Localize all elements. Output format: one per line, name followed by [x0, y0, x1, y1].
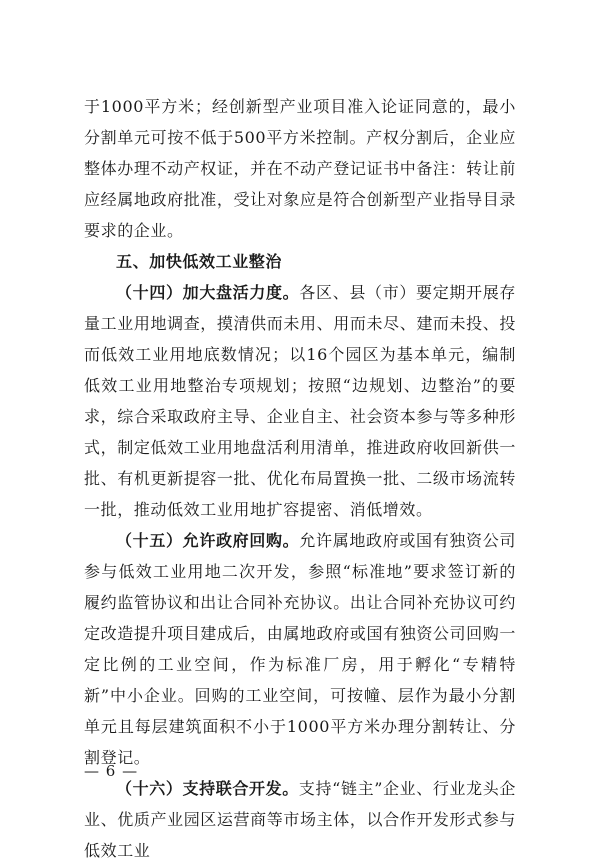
paragraph-lead: （十五）允许政府回购。: [116, 531, 300, 550]
paragraph-15: [84, 525, 516, 773]
paragraph-lead: （十四）加大盘活力度。: [116, 283, 300, 302]
paragraph-16: [84, 773, 516, 866]
paragraph-lead: （十六）支持联合开发。: [116, 779, 299, 798]
paragraph-text: 于1000平方米；经创新型产业项目准入论证同意的，最小分割单元可按不低于500平方米控制。产权分割后，企业应整体办理不动产权证，并在不动产登记证书中备注：转让前应经属地政府批准，受让对象应是符合创新型产业指导目录要求的企业。: [84, 97, 516, 240]
paragraph-text: 各区、县（市）要定期开展存量工业用地调查，摸清供而未用、用而未尽、建而未投、投而低效工业用地底数情况；以16个园区为基本单元，编制低效工业用地整治专项规划；按照“边规划、边整治”的要求，综合采取政府主导、企业自主、社会资本参与等多种形式，制定低效工业用地盘活利用清单，推进政府收回新供一批、有机更新提容一批、优化布局置换一批、二级市场流转一批，推动低效工业用地扩容提密、消低增效。: [84, 283, 516, 519]
section-heading: 五、加快低效工业整治: [116, 252, 283, 271]
document-body: [84, 91, 516, 866]
paragraph-text: 支持“链主”企业、行业龙头企业、优质产业园区运营商等市场主体，以合作开发形式参与低效工业: [84, 779, 516, 860]
paragraph-continued: [84, 91, 516, 246]
page-number: — 6 —: [84, 762, 139, 780]
paragraph-text: 允许属地政府或国有独资公司参与低效工业用地二次开发，参照“标准地”要求签订新的履约监管协议和出让合同补充协议。出让合同补充协议可约定改造提升项目建成后，由属地政府或国有独资公司回购一定比例的工业空间，作为标准厂房，用于孵化“专精特新”中小企业。回购的工业空间，可按幢、层作为最小分割单元且每层建筑面积不小于1000平方米办理分割转让、分割登记。: [84, 531, 516, 767]
paragraph-14: [84, 277, 516, 525]
